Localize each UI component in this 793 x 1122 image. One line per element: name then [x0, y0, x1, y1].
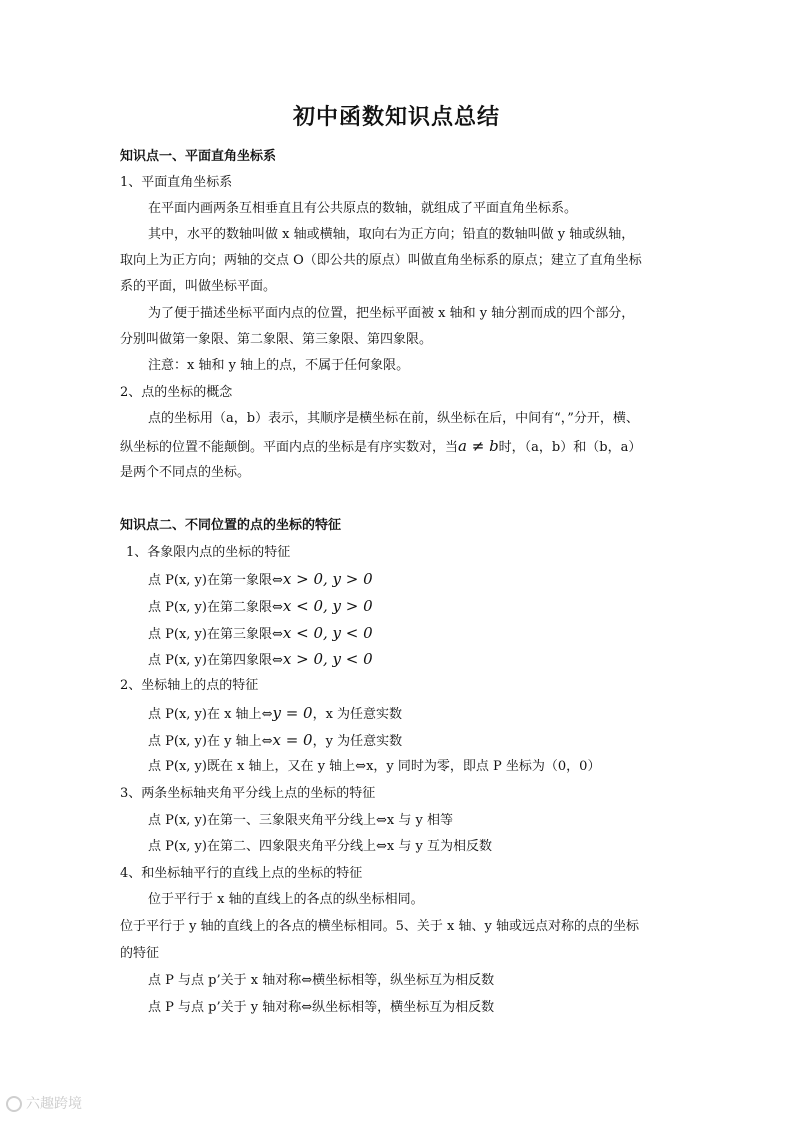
- line2-text-b: 时，（a，b）和（b，a）: [498, 440, 642, 455]
- item-text-a: 点 P 与点 p’关于 x 轴对称: [148, 973, 302, 988]
- item-text-a: 点 P(x, y)既在 x 轴上，又在 y 轴上: [148, 759, 356, 774]
- line2-text-a: 纵坐标的位置不能颠倒。平面内点的坐标是有序实数对，当: [120, 440, 459, 455]
- iff-symbol: ⇔: [271, 627, 283, 642]
- item-math: x > 0, y < 0: [282, 650, 373, 668]
- item-text-b: 纵坐标相等，横坐标互为相反数: [312, 1000, 495, 1015]
- item-text-a: 点 P(x, y)在第一、三象限夹角平分线上: [148, 813, 376, 828]
- axis-item-3: [148, 758, 600, 776]
- bisector-item-1: [148, 812, 453, 830]
- symmetry-item-1: [148, 972, 494, 990]
- section1-sub1-p1: 在平面内画两条互相垂直且有公共原点的数轴，就组成了平面直角坐标系。: [148, 201, 578, 216]
- section1-sub2-p1-line1: 点的坐标用（a，b）表示，其顺序是横坐标在前，纵坐标在后，中间有“，”分开，横、: [148, 411, 639, 426]
- quadrant-item-1: [148, 570, 373, 590]
- section1-sub2-heading: 2、点的坐标的概念: [120, 385, 233, 400]
- item-text-b: x 与 y 相等: [386, 813, 453, 828]
- item-text: 点 P(x, y)在第四象限: [148, 653, 272, 668]
- item-text: 点 P(x, y)在第二象限: [148, 600, 272, 615]
- item-text-b: x，y 同时为零，即点 P 坐标为（0，0）: [366, 759, 601, 774]
- symmetry-item-2: [148, 999, 494, 1017]
- item-text-b: ，y 为任意实数: [312, 734, 403, 749]
- item-text-b: 横坐标相等，纵坐标互为相反数: [312, 973, 495, 988]
- axis-item-1: [148, 704, 402, 724]
- quadrant-item-3: [148, 624, 373, 644]
- section2-heading: 知识点二、不同位置的点的坐标的特征: [120, 518, 342, 533]
- section1-sub2-p1-line2: [120, 437, 641, 457]
- quadrant-item-4: [148, 650, 373, 670]
- section2-sub1-heading: 1、各象限内点的坐标的特征: [126, 545, 291, 560]
- iff-symbol: ⇔: [261, 734, 273, 749]
- item-text-a: 点 P 与点 p’关于 y 轴对称: [148, 1000, 302, 1015]
- item-text: 点 P(x, y)在第三象限: [148, 627, 272, 642]
- iff-symbol: ⇔: [261, 707, 273, 722]
- section1-sub1-p3-line1: 为了便于描述坐标平面内点的位置，把坐标平面被 x 轴和 y 轴分割而成的四个部分，: [148, 306, 635, 321]
- iff-symbol: ⇔: [271, 653, 283, 668]
- iff-symbol: ⇔: [271, 600, 283, 615]
- section2-sub4-p2-line2: 的特征: [120, 946, 160, 961]
- quadrant-item-2: [148, 597, 373, 617]
- item-text-b: ，x 为任意实数: [312, 707, 403, 722]
- item-text-a: 点 P(x, y)在 x 轴上: [148, 707, 262, 722]
- watermark: [6, 1093, 82, 1113]
- section1-sub1-p2-line3: 系的平面，叫做坐标平面。: [120, 279, 277, 294]
- inequality-math: a ≠ b: [458, 437, 499, 455]
- iff-symbol: ⇔: [271, 573, 283, 588]
- axis-item-2: [148, 731, 402, 751]
- item-math: x < 0, y > 0: [282, 597, 373, 615]
- section1-sub2-p1-line3: 是两个不同点的坐标。: [120, 465, 251, 480]
- section2-sub2-heading: 2、坐标轴上的点的特征: [120, 678, 259, 693]
- section2-sub4-p2-line1: 位于平行于 y 轴的直线上的各点的横坐标相同。5、关于 x 轴、y 轴或远点对称的点的坐标: [120, 919, 639, 934]
- iff-symbol: ⇔: [301, 1000, 313, 1015]
- item-text-a: 点 P(x, y)在 y 轴上: [148, 734, 262, 749]
- iff-symbol: ⇔: [301, 973, 313, 988]
- section1-sub1-p2-line2: 取向上为正方向；两轴的交点 O（即公共的原点）叫做直角坐标系的原点；建立了直角坐标: [120, 253, 642, 268]
- document-title: 初中函数知识点总结: [292, 105, 500, 130]
- section2-sub4-heading: 4、和坐标轴平行的直线上点的坐标的特征: [120, 866, 363, 881]
- item-text-b: x 与 y 互为相反数: [386, 839, 492, 854]
- bisector-item-2: [148, 838, 492, 856]
- watermark-logo-icon: [6, 1096, 22, 1112]
- item-math: y = 0: [272, 704, 313, 722]
- iff-symbol: ⇔: [355, 759, 367, 774]
- item-math: x < 0, y < 0: [282, 624, 373, 642]
- iff-symbol: ⇔: [375, 839, 387, 854]
- item-math: x = 0: [272, 731, 313, 749]
- watermark-text: 六趣跨境: [26, 1096, 82, 1112]
- section1-heading: 知识点一、平面直角坐标系: [120, 149, 277, 164]
- section1-sub1-p2-line1: 其中，水平的数轴叫做 x 轴或横轴，取向右为正方向；铅直的数轴叫做 y 轴或纵轴，: [148, 227, 635, 242]
- section2-sub3-heading: 3、两条坐标轴夹角平分线上点的坐标的特征: [120, 786, 376, 801]
- section1-sub1-p3-line2: 分别叫做第一象限、第二象限、第三象限、第四象限。: [120, 332, 433, 347]
- item-text: 点 P(x, y)在第一象限: [148, 573, 272, 588]
- item-math: x > 0, y > 0: [282, 570, 373, 588]
- iff-symbol: ⇔: [375, 813, 387, 828]
- section1-sub1-note: 注意：x 轴和 y 轴上的点，不属于任何象限。: [148, 358, 410, 373]
- item-text-a: 点 P(x, y)在第二、四象限夹角平分线上: [148, 839, 376, 854]
- section2-sub4-p1: 位于平行于 x 轴的直线上的各点的纵坐标相同。: [148, 892, 424, 907]
- section1-sub1-heading: 1、平面直角坐标系: [120, 175, 233, 190]
